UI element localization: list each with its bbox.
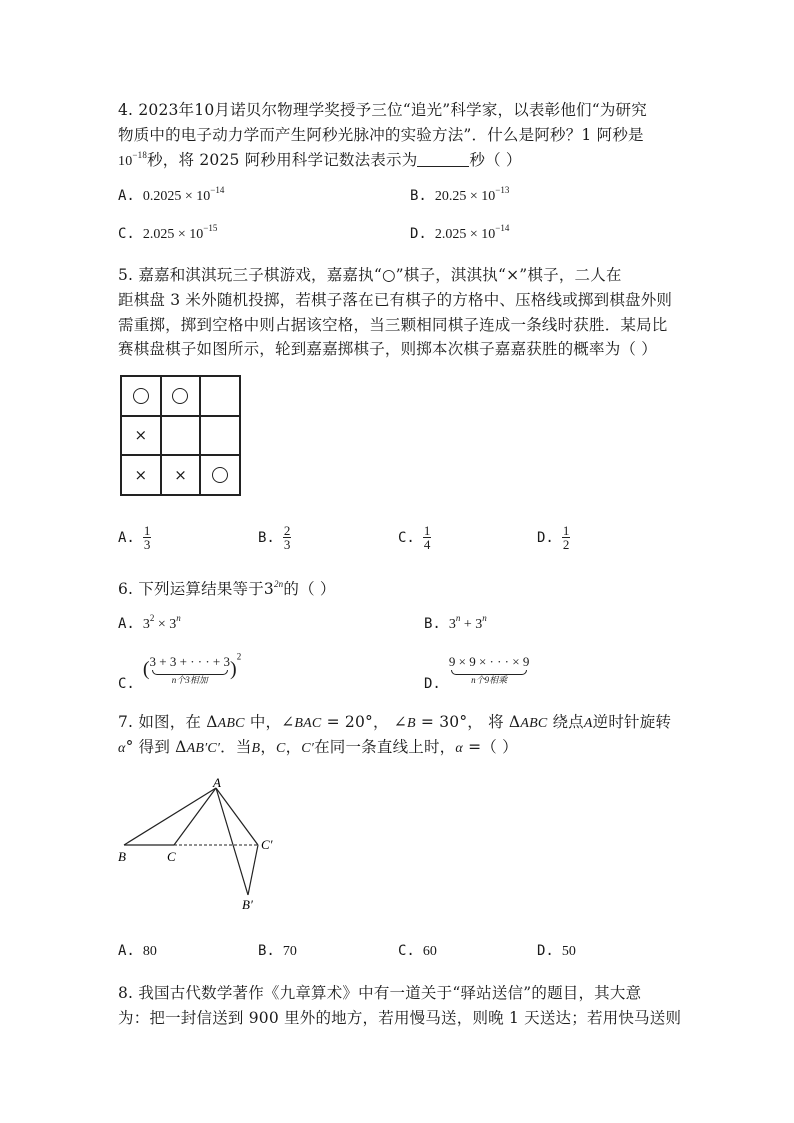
option-label: B. <box>410 188 427 204</box>
option-label: C. <box>398 943 415 959</box>
q5-stem-line3: 需重掷，掷到空格中则占据该空格，当三颗相同棋子连成一条线时获胜．某局比 <box>118 316 668 334</box>
circle-piece-icon <box>172 388 188 404</box>
option-fraction <box>562 524 571 551</box>
option-fraction <box>143 524 152 551</box>
segment-AC-prime <box>216 788 258 845</box>
option-exponent: −15 <box>203 223 218 233</box>
underbrace-caption: n个9相乘 <box>471 675 508 685</box>
option-exponent: 2 <box>236 651 242 662</box>
cross-piece-icon: × <box>134 466 148 485</box>
q6-stem <box>118 577 336 599</box>
math-var: C <box>276 741 286 756</box>
board-cell <box>161 416 201 456</box>
option-mantissa: 2.025 × 10 <box>434 227 496 242</box>
board-cell <box>121 376 161 416</box>
cross-piece-icon: × <box>134 426 148 445</box>
option-exponent: −14 <box>210 185 225 195</box>
q8-stem-line2: 为：把一封信送到 900 里外的地方，若用慢马送，则晚 1 天送达；若用快马送则 <box>118 1009 682 1027</box>
math-var: C′ <box>301 741 315 756</box>
board-cell <box>121 416 161 456</box>
q7-option-a[interactable] <box>118 943 157 960</box>
underbrace-expression <box>449 654 529 685</box>
q5-stem-line2: 距棋盘 3 米外随机投掷，若棋子落在已有棋子的方格中、压格线或掷到棋盘外则 <box>118 291 673 309</box>
q7-option-b[interactable] <box>258 943 297 960</box>
stem-text: 7. 如图，在 Δ <box>118 713 218 731</box>
fraction-denominator: 3 <box>143 537 151 552</box>
q4-option-d[interactable] <box>410 223 510 243</box>
option-label: C. <box>398 529 415 546</box>
option-exponent: n <box>176 613 181 623</box>
q4-stem-line3 <box>118 148 522 170</box>
q6-stem-tail: 的（ ） <box>283 580 336 598</box>
q6-option-a[interactable] <box>118 613 181 633</box>
math-var: ABC <box>217 716 245 731</box>
math-var: A <box>583 716 593 731</box>
segment-C-prime-B-prime <box>248 845 258 895</box>
segment-BA <box>124 788 216 845</box>
fraction-numerator: 1 <box>423 523 431 538</box>
left-paren: ( <box>142 658 150 680</box>
expression-text: 3 + 3 + · · · + 3 <box>149 654 231 669</box>
math-var: BAC <box>294 716 322 731</box>
answer-blank <box>417 152 469 167</box>
q7-option-d[interactable] <box>537 943 576 960</box>
q4-option-b[interactable] <box>410 185 510 205</box>
option-exponent: −14 <box>495 223 510 233</box>
expression-text: 9 × 9 × · · · × 9 <box>448 654 530 669</box>
q5-option-b[interactable] <box>258 524 291 551</box>
stem-text: =（ ） <box>462 738 518 756</box>
q4-stem-line2: 物质中的电子动力学而产生阿秒光脉冲的实验方法”．什么是阿秒？1 阿秒是 <box>118 126 644 144</box>
fraction-denominator: 4 <box>423 537 431 552</box>
option-operator: × 3 <box>154 617 177 632</box>
underbrace-caption: n个3相加 <box>171 675 208 685</box>
option-fraction <box>423 524 432 551</box>
rotation-triangle-figure <box>110 775 290 915</box>
fraction-denominator: 3 <box>283 537 291 552</box>
q6-stem-text: 6. 下列运算结果等于3 <box>118 580 274 598</box>
segment-AB-prime <box>216 788 248 895</box>
q6-option-b[interactable] <box>424 613 487 633</box>
option-label: B. <box>424 616 441 632</box>
segment-CA <box>174 788 216 845</box>
circle-piece-icon <box>212 467 228 483</box>
option-label: B. <box>258 943 275 959</box>
point-label-C-prime: C′ <box>261 837 273 852</box>
q4-option-a[interactable] <box>118 185 225 205</box>
stem-text: ° 得到 Δ <box>125 738 187 756</box>
q6-option-d[interactable] <box>424 654 529 692</box>
q4-stem-text: 秒，将 2025 阿秒用科学记数法表示为 <box>147 151 418 169</box>
option-label: A. <box>118 188 135 204</box>
q5-option-d[interactable] <box>537 524 570 551</box>
q4-power-exp: −18 <box>132 150 148 160</box>
point-label-C: C <box>167 849 176 864</box>
option-value: 60 <box>422 944 437 959</box>
q7-option-c[interactable] <box>398 943 437 960</box>
option-label: B. <box>258 529 275 546</box>
q6-option-c[interactable] <box>118 651 242 692</box>
board-cell <box>200 455 240 495</box>
option-label: C. <box>118 226 135 242</box>
option-base: 3 <box>448 617 456 632</box>
stem-text: = 30°， 将 Δ <box>415 713 521 731</box>
cross-piece-icon: × <box>174 466 187 485</box>
math-var: α <box>118 741 126 756</box>
option-exponent: n <box>455 613 461 623</box>
option-exponent: −13 <box>495 185 510 195</box>
option-label: D. <box>424 675 441 692</box>
math-var: AB′C′ <box>186 741 221 756</box>
q4-option-c[interactable] <box>118 223 218 243</box>
q5-option-c[interactable] <box>398 524 431 551</box>
stem-text: 绕点 <box>547 713 584 731</box>
option-value: 50 <box>561 944 576 959</box>
option-exponent: n <box>482 613 487 623</box>
math-var: B <box>251 741 261 756</box>
q4-power-base: 10 <box>118 154 133 169</box>
option-label: D. <box>537 943 554 959</box>
q4-stem-tail: 秒（ ） <box>469 151 522 169</box>
q5-option-a[interactable] <box>118 524 151 551</box>
board-cell <box>121 455 161 495</box>
option-mantissa: 2.025 × 10 <box>142 227 204 242</box>
q7-stem-line2 <box>118 735 518 757</box>
q6-stem-exponent: 2n <box>273 579 284 589</box>
circle-piece-icon <box>133 388 149 404</box>
stem-text: 在同一条直线上时， <box>314 738 456 756</box>
point-label-B: B <box>118 849 126 864</box>
option-exponent: 2 <box>149 613 155 623</box>
option-base: 3 <box>142 617 150 632</box>
board-cell <box>200 416 240 456</box>
option-operator: + 3 <box>460 617 483 632</box>
fraction-denominator: 2 <box>562 537 570 552</box>
board-cell <box>200 376 240 416</box>
stem-text: ．当 <box>220 738 252 756</box>
fraction-numerator: 1 <box>562 523 570 538</box>
option-label: D. <box>537 529 554 546</box>
tic-tac-toe-board <box>120 375 241 496</box>
point-label-A: A <box>213 775 221 790</box>
right-paren: ) <box>230 658 237 680</box>
q5-stem-line1: 5. 嘉嘉和淇淇玩三子棋游戏，嘉嘉执“○”棋子，淇淇执“×”棋子，二人在 <box>118 266 622 284</box>
q7-stem-line1 <box>118 710 671 732</box>
q8-stem-line1: 8. 我国古代数学著作《九章算术》中有一道关于“驿站送信”的题目，其大意 <box>118 984 642 1002</box>
underbrace-expression <box>150 654 230 685</box>
fraction-numerator: 1 <box>143 523 151 538</box>
stem-text: = 20°， ∠ <box>321 713 407 731</box>
board-cell <box>161 376 201 416</box>
option-fraction <box>283 524 292 551</box>
option-label: A. <box>118 529 135 546</box>
option-value: 80 <box>142 944 157 959</box>
board-cell <box>161 455 201 495</box>
stem-text: 逆时针旋转 <box>592 713 672 731</box>
stem-text: 中，∠ <box>244 713 295 731</box>
math-var: α <box>455 741 463 756</box>
option-mantissa: 20.25 × 10 <box>434 189 496 204</box>
option-value: 70 <box>282 944 297 959</box>
stem-text: ， <box>285 738 302 756</box>
option-label: A. <box>118 943 135 959</box>
q4-stem-line1: 4. 2023年10月诺贝尔物理学奖授予三位“追光”科学家，以表彰他们“为研究 <box>118 101 647 119</box>
option-label: A. <box>118 616 135 632</box>
option-mantissa: 0.2025 × 10 <box>142 189 211 204</box>
math-var: ABC <box>520 716 548 731</box>
point-label-B-prime: B′ <box>242 897 253 912</box>
math-var: B <box>406 716 416 731</box>
q5-stem-line4: 赛棋盘棋子如图所示，轮到嘉嘉掷棋子，则掷本次棋子嘉嘉获胜的概率为（ ） <box>118 340 657 358</box>
fraction-numerator: 2 <box>283 523 291 538</box>
option-label: D. <box>410 226 427 242</box>
stem-text: ， <box>260 738 277 756</box>
option-label: C. <box>118 675 135 692</box>
